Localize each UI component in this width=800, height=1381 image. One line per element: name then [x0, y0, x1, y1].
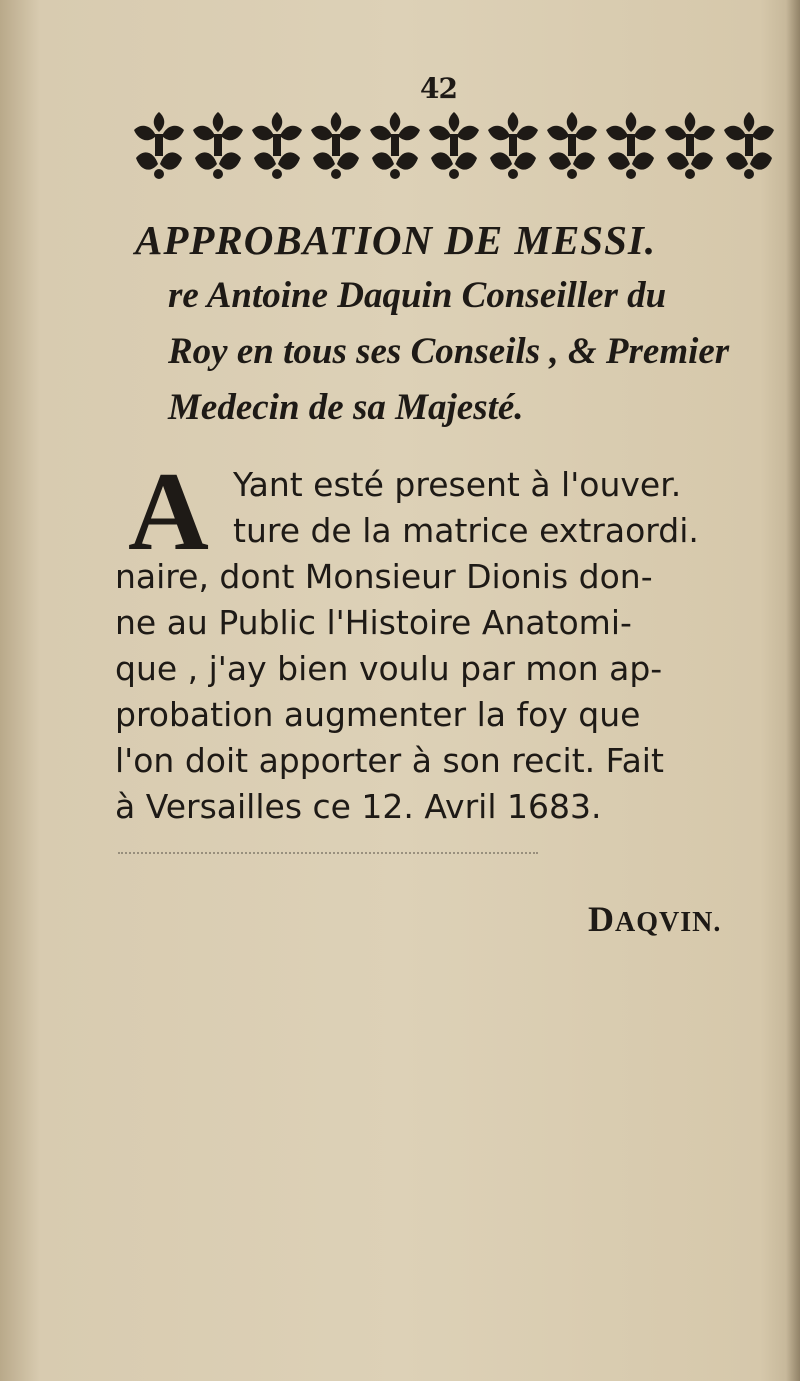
page-number: 42: [420, 72, 457, 105]
fleuron-icon: [370, 112, 420, 179]
heading-line: Medecin de sa Majesté.: [168, 387, 524, 428]
heading-line: re Antoine Daquin Conseiller du: [168, 275, 667, 316]
approbation-text: [115, 450, 790, 830]
fleuron-icon: [606, 112, 656, 179]
text-line: ture de la matrice extraordi.: [233, 511, 699, 550]
signature-rest: AQVIN.: [615, 907, 722, 938]
fleuron-icon: [429, 112, 479, 179]
approbation-heading: [135, 212, 785, 436]
signature-initial: D: [588, 899, 615, 939]
fleuron-icon: [193, 112, 243, 179]
faint-rule: [118, 852, 538, 854]
fleuron-icon: [724, 112, 774, 179]
text-line: l'on doit apporter à son recit. Fait: [115, 741, 664, 780]
drop-cap: A: [128, 450, 209, 574]
heading-line: APPROBATION DE MESSI.: [135, 217, 657, 263]
fleuron-icon: [252, 112, 302, 179]
text-line: probation augmenter la foy que: [115, 695, 641, 734]
fleuron-icon: [488, 112, 538, 179]
fleuron-icon: [134, 112, 184, 179]
fleuron-icon: [547, 112, 597, 179]
page-edge-shadow: [786, 0, 800, 1381]
fleuron-icon: [665, 112, 715, 179]
text-line: que , j'ay bien voulu par mon ap-: [115, 649, 663, 688]
text-line: Yant esté present à l'ouver.: [233, 465, 682, 504]
text-line: à Versailles ce 12. Avril 1683.: [115, 787, 602, 826]
ornament-band: [128, 104, 780, 180]
heading-line: Roy en tous ses Conseils , & Premier: [168, 331, 730, 372]
fleuron-icon: [311, 112, 361, 179]
text-line: ne au Public l'Histoire Anatomi-: [115, 603, 632, 642]
text-line: naire, dont Monsieur Dionis don-: [115, 557, 653, 596]
signature: [588, 898, 788, 940]
